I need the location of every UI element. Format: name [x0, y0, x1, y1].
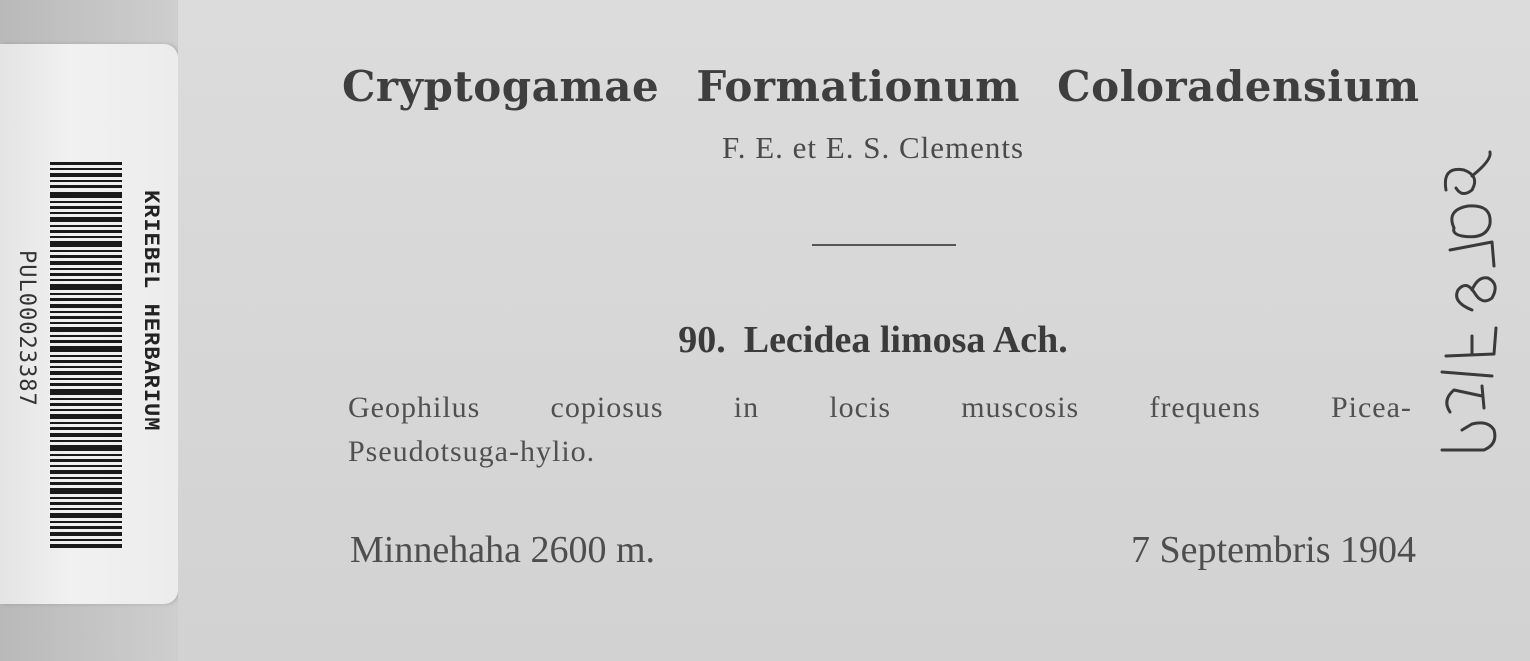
habitat-word: Geophilus	[348, 391, 481, 424]
barcode-sticker	[0, 44, 178, 604]
collection-date: 7 Septembris 1904	[1131, 529, 1416, 571]
specimen-number: 90.	[678, 319, 726, 361]
habitat-word: locis	[829, 391, 891, 424]
habitat-word: copiosus	[550, 391, 664, 424]
locality: Minnehaha 2600 m.	[350, 529, 656, 571]
label-title: Cryptogamae Formationum Coloradensium	[342, 62, 1420, 111]
collectors: F. E. et E. S. Clements	[721, 130, 1025, 165]
herbarium-name: KRIEBEL HERBARIUM	[138, 190, 163, 432]
habitat-line-1	[348, 386, 1412, 430]
habitat-description	[348, 386, 1412, 474]
barcode-id: PUL00023387	[14, 250, 39, 407]
divider	[812, 244, 956, 246]
species-name: Lecidea limosa Ach.	[743, 319, 1068, 361]
habitat-word: in	[733, 391, 760, 424]
specimen-label	[178, 0, 1530, 661]
habitat-word: frequens	[1149, 391, 1261, 424]
habitat-word: muscosis	[961, 391, 1080, 424]
habitat-line-2: Pseudotsuga-hylio.	[348, 435, 596, 468]
barcode-image	[50, 162, 122, 550]
habitat-word: Picea-	[1330, 391, 1412, 424]
handwritten-accession	[1432, 150, 1522, 460]
species-line	[178, 318, 1530, 362]
